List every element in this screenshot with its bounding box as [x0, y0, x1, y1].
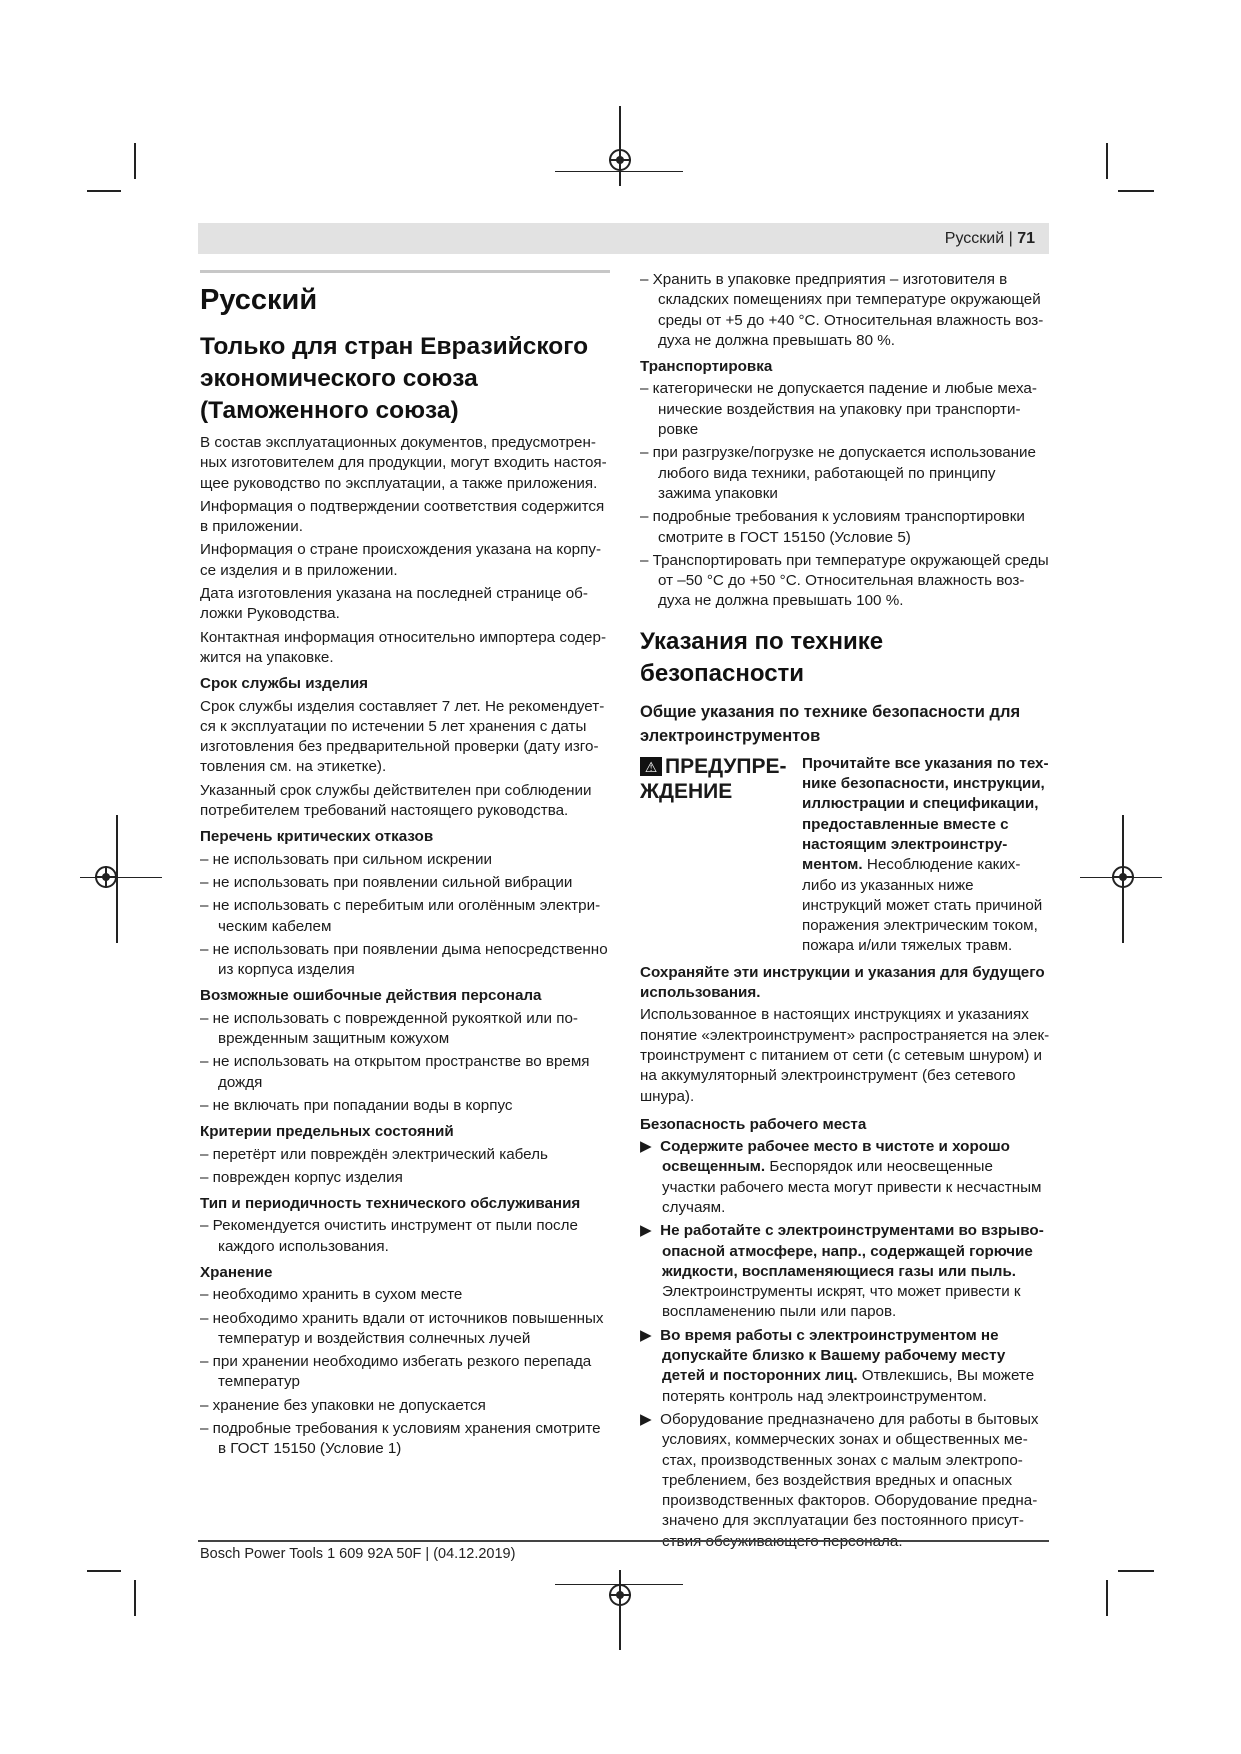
dash-list: [200, 1285, 610, 1459]
intro-paragraph: Дата изготовления указана на последней странице обложки Руководства.: [200, 585, 588, 623]
subheading: Возможные ошибочные действия персонала: [200, 987, 542, 1005]
bullet-item: [640, 1221, 1050, 1322]
list-item: – необходимо хранить в сухом месте: [200, 1286, 463, 1304]
footer-rule: [198, 1540, 1049, 1542]
bullet-item: [640, 1410, 1050, 1552]
bullet-text: Электроинструменты искрят, что может привести к воспламенению пыли или паров.: [662, 1283, 1021, 1321]
list-item: – не использовать при сильном искрении: [200, 850, 492, 868]
subheading: Безопасность рабочего места: [640, 1115, 867, 1133]
left-column: [200, 270, 610, 1463]
page-title: Русский: [200, 284, 318, 316]
bullet-bold: Во время работы с электроинструментом не допускайте близко к Вашему рабочему месту детей и посторонних лиц.: [660, 1326, 1006, 1385]
list-item: – подробные требования к условиям хранения смотрите в ГОСТ 15150 (Условие 1): [200, 1420, 601, 1458]
list-item: – при хранении необходимо избегать резкого перепада температур: [200, 1353, 592, 1391]
bullet-icon: ▶: [640, 1138, 652, 1156]
list-item: – хранение без упаковки не допускается: [200, 1396, 486, 1414]
registration-mark-icon: [1112, 866, 1134, 888]
registration-mark-icon: [95, 866, 117, 888]
registration-mark-icon: [609, 149, 631, 171]
list-item: – перетёрт или повреждён электрический кабель: [200, 1145, 548, 1163]
bullet-icon: ▶: [640, 1222, 652, 1240]
keep-instructions: Сохраняйте эти инструкции и указания для будущего использования.: [640, 963, 1045, 1002]
bullet-icon: ▶: [640, 1326, 652, 1344]
bullet-list: [640, 1137, 1050, 1552]
warning-word: ПРЕДУПРЕЖДЕНИЕ: [640, 754, 787, 803]
dash-list: [640, 270, 1050, 351]
list-item: – Хранить в упаковке предприятия – изготовителя в складских помещениях при температуре окружающей среды от +5 до +40 °C. Относительная влажность воздуха не должна превышать 80 %.: [640, 271, 1044, 349]
warning-triangle-icon: ⚠: [640, 757, 662, 776]
general-safety-title: Общие указания по технике безопасности для электроинструментов: [640, 702, 1021, 745]
paragraph: Срок службы изделия составляет 7 лет. Не рекомендуется к эксплуатации по истечении 5 лет хранения с даты изготовления без предварительной проверки (дату изготовления см. на этикетке).: [200, 697, 605, 776]
crop-mark: [1118, 190, 1154, 192]
warning-block: [640, 754, 1050, 957]
list-item: – не использовать с поврежденной рукояткой или поврежденным защитным кожухом: [200, 1009, 578, 1048]
subheading: Тип и периодичность технического обслуживания: [200, 1195, 581, 1213]
warning-label: [640, 754, 796, 957]
registration-mark-line: [619, 106, 621, 186]
page-footer: Bosch Power Tools 1 609 92A 50F | (04.12.2019): [200, 1546, 516, 1562]
intro-paragraph: Информация о подтверждении соответствия содержится в приложении.: [200, 497, 605, 536]
bullet-bold: Содержите рабочее место в чистоте и хорошо освещенным.: [660, 1138, 1010, 1176]
bullet-item: [640, 1137, 1050, 1218]
crop-mark: [1106, 1580, 1108, 1616]
bullet-item: [640, 1326, 1050, 1407]
header-language: Русский: [944, 230, 1005, 247]
list-item: – Транспортировать при температуре окружающей среды от –50 °C до +50 °C. Относительная влажность воздуха не должна превышать 100 %.: [640, 551, 1049, 610]
dash-list: [200, 1145, 610, 1189]
list-item: – необходимо хранить вдали от источников повышенных температур и воздействия солнечных лучей: [200, 1309, 604, 1347]
list-item: – поврежден корпус изделия: [200, 1168, 403, 1186]
section-title: Только для стран Евразийского экономического союза (Таможенного союза): [200, 333, 589, 424]
bullet-text: Отвлекшись, Вы можете потерять контроль над электроинструментом.: [662, 1367, 1035, 1405]
registration-mark-line: [555, 171, 683, 172]
crop-mark: [1118, 1570, 1154, 1572]
list-item: – не использовать при появлении сильной вибрации: [200, 873, 573, 891]
paragraph: Указанный срок службы действителен при соблюдении потребителем требований настоящего руководства.: [200, 781, 592, 820]
list-item: – при разгрузке/погрузке не допускается использование любого вида техники, работающей по принципу зажима упаковки: [640, 444, 1036, 502]
dash-list: [640, 379, 1050, 611]
crop-mark: [1106, 143, 1108, 179]
subheading: Критерии предельных состояний: [200, 1123, 454, 1141]
safety-section-title: Указания по технике безопасности: [640, 627, 884, 687]
registration-mark-icon: [609, 1584, 631, 1606]
dash-list: [200, 850, 610, 981]
intro-paragraph: В состав эксплуатационных документов, предусмотренных изготовителем для продукции, могут входить настоящее руководство по эксплуатации, а также приложения.: [200, 434, 607, 492]
warning-normal-span: Несоблюдение каких-либо из указанных ниже инструкций может стать причиной поражения электрическим током, пожара и/или тяжелых травм.: [802, 856, 1043, 955]
list-item: – не использовать на открытом пространстве во время дождя: [200, 1053, 590, 1091]
subheading: Срок службы изделия: [200, 675, 369, 693]
dash-list: [200, 1216, 610, 1257]
bullet-text: Беспорядок или неосвещенные участки рабочего места могут привести к несчастным случаям.: [662, 1158, 1042, 1216]
bullet-icon: ▶: [640, 1410, 652, 1428]
crop-mark: [87, 1570, 121, 1572]
bullet-text: Оборудование предназначено для работы в бытовых условиях, коммерческих зонах и общественных местах, производственных зонах с малым электропотреблением, без воздействия вредных и опасных производственных факторов. Оборудование предназначено для эксплуатации без постоянного присут: [660, 1410, 1039, 1530]
crop-mark: [134, 1580, 136, 1616]
crop-mark: [87, 190, 121, 192]
subheading: Хранение: [200, 1263, 273, 1281]
registration-mark-line: [619, 1570, 621, 1650]
registration-mark-line: [80, 877, 162, 878]
warning-bold-span: Прочитайте все указания по технике безопасности, инструкции, иллюстрации и спецификации, предоставленные вместе с настоящим электроинструментом.: [802, 754, 1049, 874]
subheading: Транспортировка: [640, 358, 773, 376]
page-number: 71: [1017, 230, 1035, 247]
list-item: – не использовать с перебитым или оголённым электрическим кабелем: [200, 897, 601, 935]
list-item: – категорически не допускается падение и любые механические воздействия на упаковку при транспортировке: [640, 380, 1037, 439]
column-rule: [200, 270, 610, 273]
page-header: [198, 223, 1049, 254]
list-item: – не включать при попадании воды в корпус: [200, 1096, 513, 1114]
dash-list: [200, 1009, 610, 1116]
crop-mark: [134, 143, 136, 179]
list-item: – подробные требования к условиям транспортировки смотрите в ГОСТ 15150 (Условие 5): [640, 508, 1025, 546]
intro-paragraph: Контактная информация относительно импортера содержится на упаковке.: [200, 628, 607, 666]
intro-paragraph: Информация о стране происхождения указана на корпусе изделия и в приложении.: [200, 541, 601, 579]
term-paragraph: Использованное в настоящих инструкциях и указаниях понятие «электроинструмент» распространяется на электроинструмент с питанием от сети (с сетевым шнуром) и на аккумуляторный электроинструмент (без сетевого шнура).: [640, 1006, 1050, 1105]
subheading: Перечень критических отказов: [200, 828, 434, 846]
header-label: Русский | 71: [944, 230, 1035, 247]
list-item: – Рекомендуется очистить инструмент от пыли после каждого использования.: [200, 1217, 578, 1255]
warning-bold-text: [796, 754, 1050, 957]
list-item: – не использовать при появлении дыма непосредственно из корпуса изделия: [200, 940, 608, 979]
right-column: [640, 270, 1050, 1555]
bullet-bold: Не работайте с электроинструментами во взрывоопасной атмосфере, напр., содержащей горючие жидкости, воспламеняющиеся газы или пыль.: [660, 1222, 1044, 1280]
